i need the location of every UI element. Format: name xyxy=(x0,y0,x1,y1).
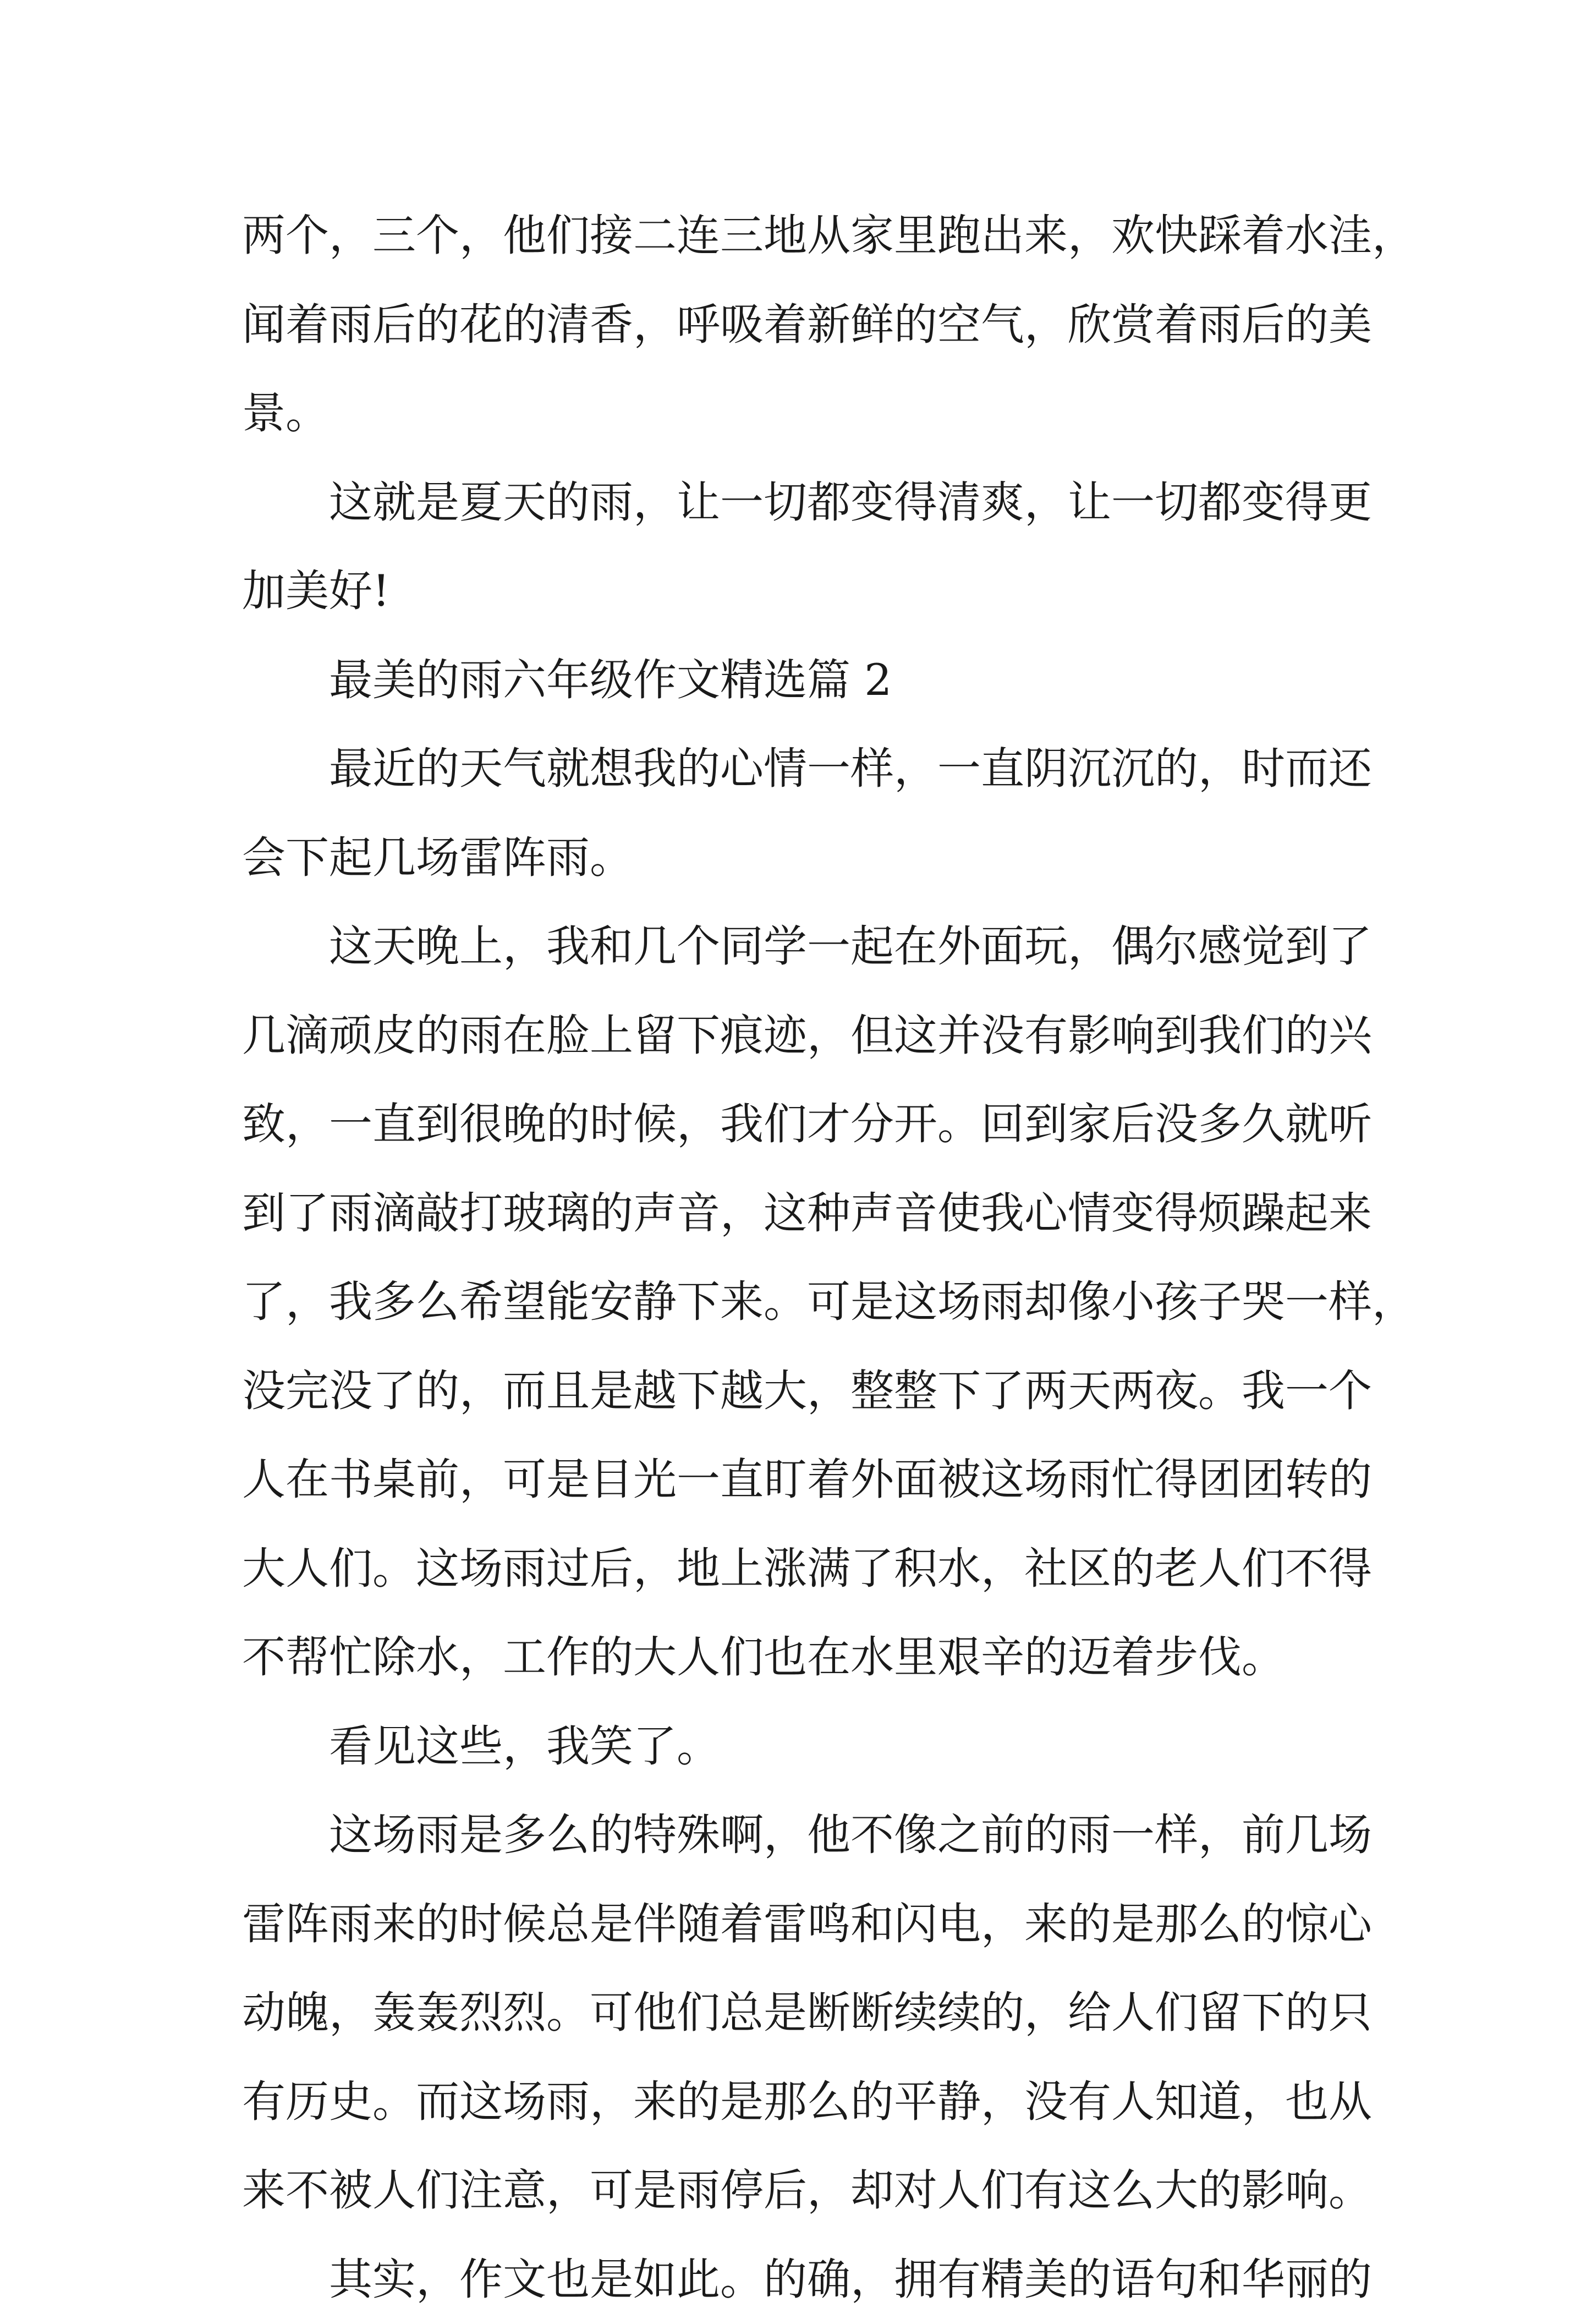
text-line: 不帮忙除水，工作的大人们也在水里艰辛的迈着步伐。 xyxy=(242,1613,1357,1702)
essay-body xyxy=(242,191,1357,2324)
text-line: 人在书桌前，可是目光一直盯着外面被这场雨忙得团团转的 xyxy=(242,1435,1357,1525)
text-line: 看见这些，我笑了。 xyxy=(242,1702,1357,1791)
text-line: 几滴顽皮的雨在脸上留下痕迹，但这并没有影响到我们的兴 xyxy=(242,991,1357,1081)
text-line: 大人们。这场雨过后，地上涨满了积水，社区的老人们不得 xyxy=(242,1525,1357,1614)
text-line: 其实，作文也是如此。的确，拥有精美的语句和华丽的 xyxy=(242,2235,1357,2324)
text-line: 最近的天气就想我的心情一样，一直阴沉沉的，时而还 xyxy=(242,725,1357,814)
text-line: 加美好! xyxy=(242,547,1357,636)
text-line: 没完没了的，而且是越下越大，整整下了两天两夜。我一个 xyxy=(242,1347,1357,1436)
text-line: 这就是夏天的雨，让一切都变得清爽，让一切都变得更 xyxy=(242,458,1357,547)
text-line: 景。 xyxy=(242,369,1357,458)
text-line: 雷阵雨来的时候总是伴随着雷鸣和闪电，来的是那么的惊心 xyxy=(242,1880,1357,1969)
text-line: 两个，三个，他们接二连三地从家里跑出来，欢快踩着水洼， xyxy=(242,191,1357,281)
text-line: 这天晚上，我和几个同学一起在外面玩，偶尔感觉到了 xyxy=(242,902,1357,991)
text-line: 致，一直到很晚的时候，我们才分开。回到家后没多久就听 xyxy=(242,1080,1357,1169)
text-line: 了，我多么希望能安静下来。可是这场雨却像小孩子哭一样， xyxy=(242,1258,1357,1347)
section-heading: 最美的雨六年级作文精选篇 2 xyxy=(242,636,1357,725)
text-line: 有历史。而这场雨，来的是那么的平静，没有人知道，也从 xyxy=(242,2058,1357,2147)
text-line: 动魄，轰轰烈烈。可他们总是断断续续的，给人们留下的只 xyxy=(242,1969,1357,2058)
text-line: 到了雨滴敲打玻璃的声音，这种声音使我心情变得烦躁起来 xyxy=(242,1169,1357,1258)
text-line: 来不被人们注意，可是雨停后，却对人们有这么大的影响。 xyxy=(242,2146,1357,2235)
text-line: 会下起几场雷阵雨。 xyxy=(242,814,1357,903)
text-line: 闻着雨后的花的清香，呼吸着新鲜的空气，欣赏着雨后的美 xyxy=(242,281,1357,370)
text-line: 这场雨是多么的特殊啊，他不像之前的雨一样，前几场 xyxy=(242,1791,1357,1880)
